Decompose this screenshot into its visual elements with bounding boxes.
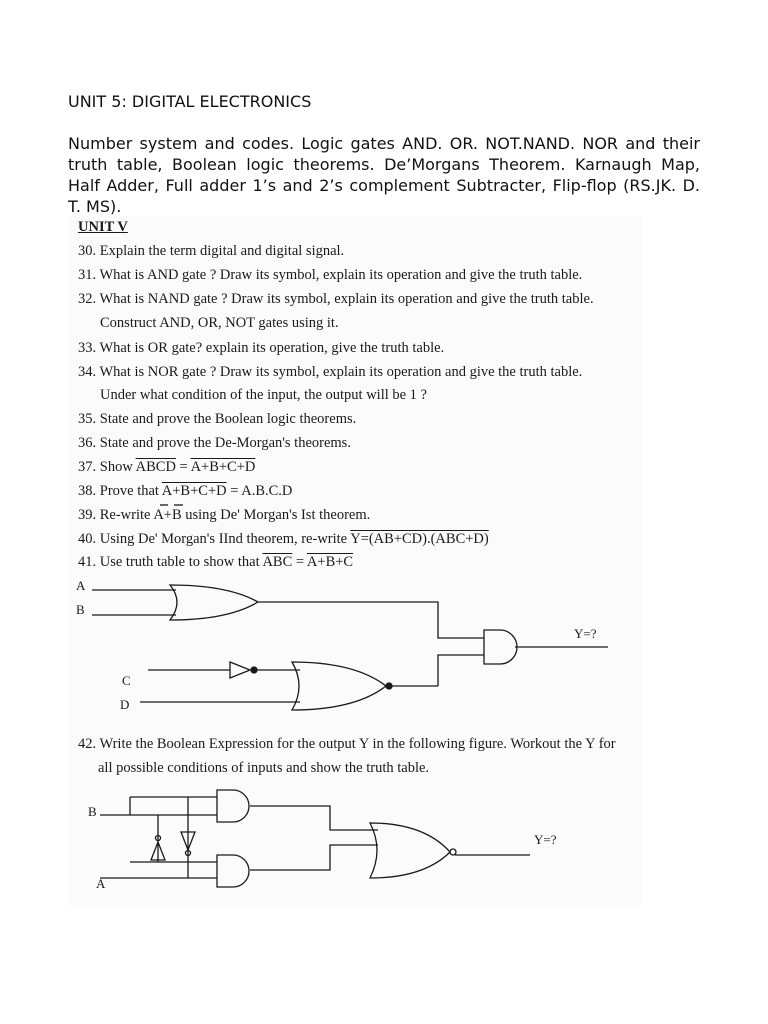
circuit1-input-b: B (76, 602, 85, 617)
circuit1-nor-gate-cd (292, 662, 392, 710)
circuit2-and-gate-bottom (217, 855, 249, 887)
question-32: 32. What is NAND gate ? Draw its symbol, explain its operation and give the truth table. (78, 291, 594, 307)
question-41-rhs: A+B+C (306, 554, 354, 570)
circuit1-and-gate-out (484, 630, 517, 664)
question-37-eq: = (175, 459, 191, 475)
circuit1-input-d: D (120, 697, 130, 712)
unit-label: UNIT V (78, 219, 128, 235)
question-37-lhs: ABCD (135, 459, 176, 475)
question-34-continued: Under what condition of the input, the output will be 1 ? (100, 387, 427, 403)
circuit2-wires (100, 797, 530, 878)
circuit2-and-gate-top (217, 790, 249, 822)
question-36: 36. State and prove the De-Morgan's theorems. (78, 435, 351, 451)
syllabus-intro: Number system and codes. Logic gates AND. OR. NOT.NAND. NOR and their truth table, Boolean logic theorems. De’Morgans Theorem. Karnaugh Map, Half Adder, Full adder 1’s and 2’s complement Subtracter, Flip-flop (RS.JK. D. T. MS). (68, 134, 700, 216)
circuit1-input-a: A (76, 578, 86, 593)
question-30: 30. Explain the term digital and digital signal. (78, 243, 345, 259)
question-32-continued: Construct AND, OR, NOT gates using it. (100, 315, 339, 331)
question-38-lhs: A+B+C+D (161, 483, 227, 499)
document-heading: UNIT 5: DIGITAL ELECTRONICS (68, 92, 312, 111)
question-42-continued: all possible conditions of inputs and show the truth table. (98, 760, 430, 776)
question-35: 35. State and prove the Boolean logic theorems. (78, 411, 357, 427)
circuit2-output: Y=? (534, 832, 557, 847)
question-42: 42. Write the Boolean Expression for the output Y in the following figure. Workout the Y for (78, 736, 616, 752)
circuit1-output: Y=? (574, 626, 597, 641)
circuit1-wires (92, 590, 608, 702)
circuit1-not-gate-c (230, 662, 257, 678)
question-37-rhs: A+B+C+D (190, 459, 256, 475)
circuit1-or-gate-ab (170, 585, 258, 620)
question-41-lhs: $\overline{ABC}$ (262, 554, 293, 570)
question-40-text: 40. Using De' Morgan's IInd theorem, re-write (78, 531, 351, 547)
question-37-text: 37. Show (78, 459, 136, 475)
question-33: 33. What is OR gate? explain its operation, give the truth table. (78, 340, 445, 356)
circuit1-input-c: C (122, 673, 131, 688)
question-38-rhs: = A.B.C.D (226, 483, 293, 499)
circuit2-nor-gate (370, 823, 456, 878)
question-39-post: using De' Morgan's Ist theorem. (181, 507, 371, 523)
question-39-expr: A+B (153, 507, 182, 523)
question-41-eq: = (292, 554, 307, 570)
circuit2-input-b: B (88, 804, 97, 819)
circuit2-input-a: A (96, 876, 106, 891)
question-39-text: 39. Re-write (78, 507, 154, 523)
question-40-expr: Y=(AB+CD).(ABC+D) (350, 531, 489, 547)
question-41-text: 41. Use truth table to show that (78, 554, 263, 570)
question-38-text: 38. Prove that (78, 483, 162, 499)
question-34: 34. What is NOR gate ? Draw its symbol, explain its operation and give the truth table. (78, 364, 583, 380)
question-31: 31. What is AND gate ? Draw its symbol, explain its operation and give the truth table. (78, 267, 583, 283)
